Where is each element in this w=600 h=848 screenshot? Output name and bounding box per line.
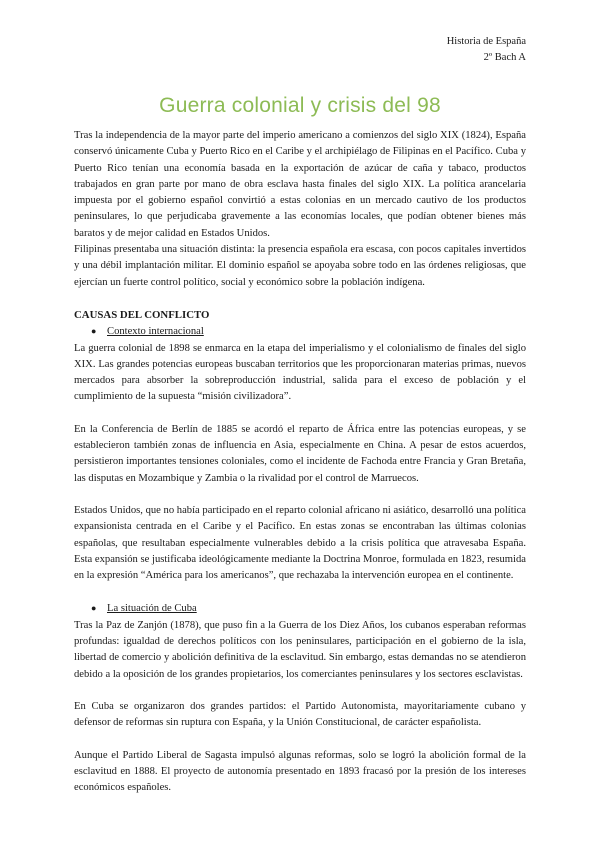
paragraph: Estados Unidos, que no había participado en el reparto colonial africano ni asiático, desarrolló una política expansionista centrada en el Caribe y el Pacífico. En estas zonas se encontraban las últimas colonias españolas, que resultaban especialmente vulnerables debido a la crisis política que atravesaba España. Esta expansión se justificaba ideológicamente mediante la Doctrina Monroe, formulada en 1823, resumida en la expresión “América para los americanos”, que rechazaba la intervención europea en el continente. [74, 504, 526, 582]
intro-paragraph-2: Filipinas presentaba una situación distinta: la presencia española era escasa, con pocos capitales invertidos y una débil implantación militar. El dominio español se apoyaba sobre todo en las órdenes religiosas, que ejercían un fuerte control político, social y económico sobre la población indígena. [74, 244, 526, 288]
bullet-dot-icon: ● [91, 603, 97, 614]
paragraph: La guerra colonial de 1898 se enmarca en la etapa del imperialismo y el colonialismo de finales del siglo XIX. Las grandes potencias europeas buscaban territorios que les proporcionaran materias primas, nuevos mercados para absorber la sobreproducción industrial, salida para el exceso de población y el cumplimiento de la supuesta “misión civilizadora”. [74, 342, 526, 403]
paragraph: Tras la Paz de Zanjón (1878), que puso fin a la Guerra de los Diez Años, los cubanos esperaban reformas profundas: igualdad de derechos políticos con los peninsulares, participación en el gobierno de la isla, libertad de comercio y abolición definitiva de la esclavitud. Sin embargo, estas demandas no se atendieron debido a la oposición de los grandes propietarios, los comerciantes peninsulares y los sectores esclavistas. [74, 619, 526, 680]
paragraph: Aunque el Partido Liberal de Sagasta impulsó algunas reformas, solo se logró la abolición formal de la esclavitud en 1888. El proyecto de autonomía presentado en 1893 fracasó por la presión de los intereses económicos españoles. [74, 749, 526, 794]
header-course: 2º Bach A [483, 52, 526, 63]
bullet-label: Contexto internacional [107, 326, 204, 338]
document-title: Guerra colonial y crisis del 98 [159, 94, 441, 117]
bullet-dot-icon: ● [91, 326, 97, 337]
bullet-item-context [74, 323, 526, 340]
section-heading: CAUSAS DEL CONFLICTO [74, 308, 210, 321]
paragraph: En Cuba se organizaron dos grandes partidos: el Partido Autonomista, mayoritariamente cubano y defensor de reformas sin ruptura con España, y la Unión Constitucional, de carácter españolista. [74, 700, 526, 729]
document-body [74, 128, 526, 796]
page-header [447, 34, 526, 66]
header-subject: Historia de España [446, 36, 526, 47]
intro-paragraph-1: Tras la independencia de la mayor parte del imperio americano a comienzos del siglo XIX (1824), España conservó únicamente Cuba y Puerto Rico en el Caribe y el archipiélago de Filipinas en el Pacífico. Cuba y Puerto Rico tenían una economía basada en la exportación de azúcar de caña y tabaco, productos trabajados en gran parte por mano de obra esclava hasta finales del siglo XIX. La política arancelaria impuesta por el gobierno español convirtió a estas colonias en un mercado cautivo de los productos peninsulares, lo que perjudicaba gravemente a las economías locales, que podían obtener bienes más baratos y de mejor calidad en Estados Unidos. [74, 130, 526, 239]
paragraph: En la Conferencia de Berlín de 1885 se acordó el reparto de África entre las potencias europeas, y se establecieron también zonas de influencia en Asia, especialmente en China. A pesar de estos acuerdos, persistieron importantes tensiones coloniales, como el incidente de Fachoda entre Francia y Gran Bretaña, las disputas en Mozambique y Zambia o la rivalidad por el control de Marruecos. [74, 423, 526, 484]
bullet-label: La situación de Cuba [107, 603, 197, 615]
bullet-item-cuba [74, 600, 526, 617]
